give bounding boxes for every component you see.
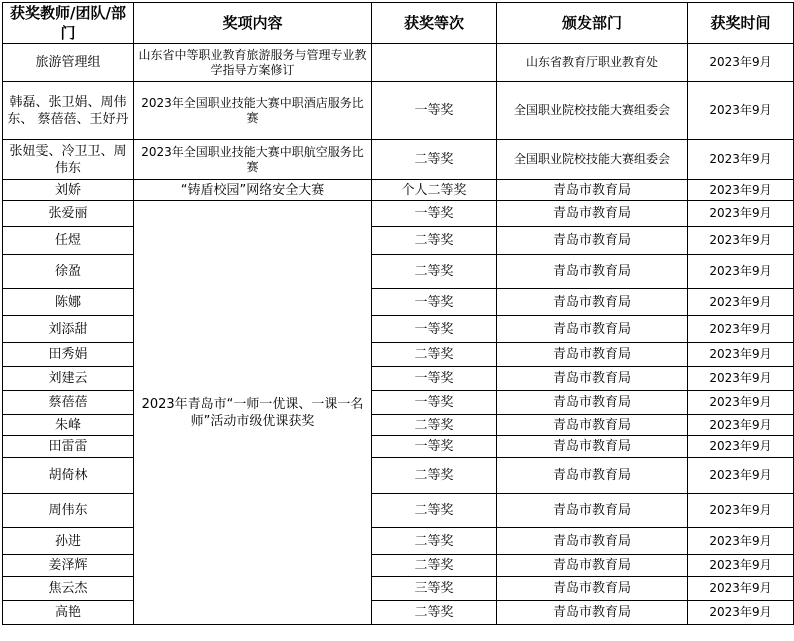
- dept-cell: 青岛市教育局: [497, 528, 688, 555]
- level-cell: 一等奖: [372, 316, 497, 343]
- level-cell: 二等奖: [372, 140, 497, 180]
- time-cell: 2023年9月: [688, 367, 794, 391]
- header-row: [3, 3, 794, 44]
- table-row: [3, 316, 794, 343]
- winner-cell: 胡倚林: [3, 458, 134, 494]
- winner-cell: 高艳: [3, 601, 134, 625]
- table-row: [3, 180, 794, 201]
- table-row: [3, 555, 794, 577]
- dept-cell: 青岛市教育局: [497, 555, 688, 577]
- dept-cell: 全国职业院校技能大赛组委会: [497, 82, 688, 140]
- content-cell: 山东省中等职业教育旅游服务与管理专业教学指导方案修订: [134, 44, 372, 82]
- table-row: [3, 343, 794, 367]
- time-cell: 2023年9月: [688, 289, 794, 316]
- table-row: [3, 140, 794, 180]
- table-row: [3, 201, 794, 227]
- dept-cell: 青岛市教育局: [497, 577, 688, 601]
- table-row: [3, 494, 794, 528]
- winner-cell: 孙进: [3, 528, 134, 555]
- header-content: 奖项内容: [134, 3, 372, 44]
- header-winner: 获奖教师/团队/部门: [3, 3, 134, 44]
- time-cell: 2023年9月: [688, 601, 794, 625]
- time-cell: 2023年9月: [688, 316, 794, 343]
- table-row: [3, 227, 794, 255]
- level-cell: 二等奖: [372, 343, 497, 367]
- level-cell: 一等奖: [372, 201, 497, 227]
- winner-cell: 张妞雯、冷卫卫、周伟东: [3, 140, 134, 180]
- table-row: [3, 528, 794, 555]
- time-cell: 2023年9月: [688, 391, 794, 415]
- table-row: [3, 367, 794, 391]
- dept-cell: 青岛市教育局: [497, 494, 688, 528]
- awards-table: [2, 2, 794, 625]
- winner-cell: 韩磊、张卫娟、周伟东、 蔡蓓蓓、王妤丹: [3, 82, 134, 140]
- table-row: [3, 391, 794, 415]
- time-cell: 2023年9月: [688, 555, 794, 577]
- dept-cell: 青岛市教育局: [497, 316, 688, 343]
- winner-cell: 刘娇: [3, 180, 134, 201]
- winner-cell: 张爱丽: [3, 201, 134, 227]
- winner-cell: 徐盈: [3, 255, 134, 289]
- level-cell: 二等奖: [372, 555, 497, 577]
- table-row: [3, 436, 794, 458]
- level-cell: [372, 44, 497, 82]
- dept-cell: 青岛市教育局: [497, 391, 688, 415]
- winner-cell: 焦云杰: [3, 577, 134, 601]
- dept-cell: 青岛市教育局: [497, 436, 688, 458]
- level-cell: 二等奖: [372, 255, 497, 289]
- content-cell: “铸盾校园”网络安全大赛: [134, 180, 372, 201]
- content-cell: 2023年全国职业技能大赛中职酒店服务比赛: [134, 82, 372, 140]
- level-cell: 一等奖: [372, 367, 497, 391]
- time-cell: 2023年9月: [688, 436, 794, 458]
- dept-cell: 青岛市教育局: [497, 601, 688, 625]
- dept-cell: 全国职业院校技能大赛组委会: [497, 140, 688, 180]
- level-cell: 二等奖: [372, 415, 497, 436]
- winner-cell: 刘建云: [3, 367, 134, 391]
- time-cell: 2023年9月: [688, 44, 794, 82]
- dept-cell: 青岛市教育局: [497, 227, 688, 255]
- time-cell: 2023年9月: [688, 255, 794, 289]
- dept-cell: 青岛市教育局: [497, 201, 688, 227]
- level-cell: 二等奖: [372, 227, 497, 255]
- level-cell: 二等奖: [372, 528, 497, 555]
- header-dept: 颁发部门: [497, 3, 688, 44]
- level-cell: 一等奖: [372, 436, 497, 458]
- time-cell: 2023年9月: [688, 458, 794, 494]
- table-row: [3, 458, 794, 494]
- table-row: [3, 82, 794, 140]
- header-time: 获奖时间: [688, 3, 794, 44]
- level-cell: 一等奖: [372, 289, 497, 316]
- dept-cell: 青岛市教育局: [497, 180, 688, 201]
- dept-cell: 山东省教育厅职业教育处: [497, 44, 688, 82]
- time-cell: 2023年9月: [688, 577, 794, 601]
- time-cell: 2023年9月: [688, 415, 794, 436]
- winner-cell: 田雷雷: [3, 436, 134, 458]
- dept-cell: 青岛市教育局: [497, 255, 688, 289]
- level-cell: 二等奖: [372, 494, 497, 528]
- table-row: [3, 289, 794, 316]
- winner-cell: 任煜: [3, 227, 134, 255]
- level-cell: 一等奖: [372, 82, 497, 140]
- dept-cell: 青岛市教育局: [497, 367, 688, 391]
- winner-cell: 刘添甜: [3, 316, 134, 343]
- time-cell: 2023年9月: [688, 201, 794, 227]
- winner-cell: 姜泽辉: [3, 555, 134, 577]
- dept-cell: 青岛市教育局: [497, 415, 688, 436]
- header-level: 获奖等次: [372, 3, 497, 44]
- time-cell: 2023年9月: [688, 528, 794, 555]
- table-row: [3, 601, 794, 625]
- level-cell: 二等奖: [372, 458, 497, 494]
- level-cell: 一等奖: [372, 391, 497, 415]
- winner-cell: 旅游管理组: [3, 44, 134, 82]
- dept-cell: 青岛市教育局: [497, 343, 688, 367]
- level-cell: 二等奖: [372, 601, 497, 625]
- dept-cell: 青岛市教育局: [497, 458, 688, 494]
- table-row: [3, 255, 794, 289]
- winner-cell: 蔡蓓蓓: [3, 391, 134, 415]
- table-row: [3, 415, 794, 436]
- table-row: [3, 44, 794, 82]
- time-cell: 2023年9月: [688, 343, 794, 367]
- time-cell: 2023年9月: [688, 82, 794, 140]
- content-cell: 2023年全国职业技能大赛中职航空服务比赛: [134, 140, 372, 180]
- time-cell: 2023年9月: [688, 494, 794, 528]
- winner-cell: 陈娜: [3, 289, 134, 316]
- time-cell: 2023年9月: [688, 180, 794, 201]
- content-cell-merged: 2023年青岛市“一师一优课、一课一名师”活动市级优课获奖: [134, 201, 372, 625]
- level-cell: 三等奖: [372, 577, 497, 601]
- winner-cell: 田秀娟: [3, 343, 134, 367]
- table-row: [3, 577, 794, 601]
- time-cell: 2023年9月: [688, 140, 794, 180]
- time-cell: 2023年9月: [688, 227, 794, 255]
- level-cell: 个人二等奖: [372, 180, 497, 201]
- winner-cell: 周伟东: [3, 494, 134, 528]
- winner-cell: 朱峰: [3, 415, 134, 436]
- dept-cell: 青岛市教育局: [497, 289, 688, 316]
